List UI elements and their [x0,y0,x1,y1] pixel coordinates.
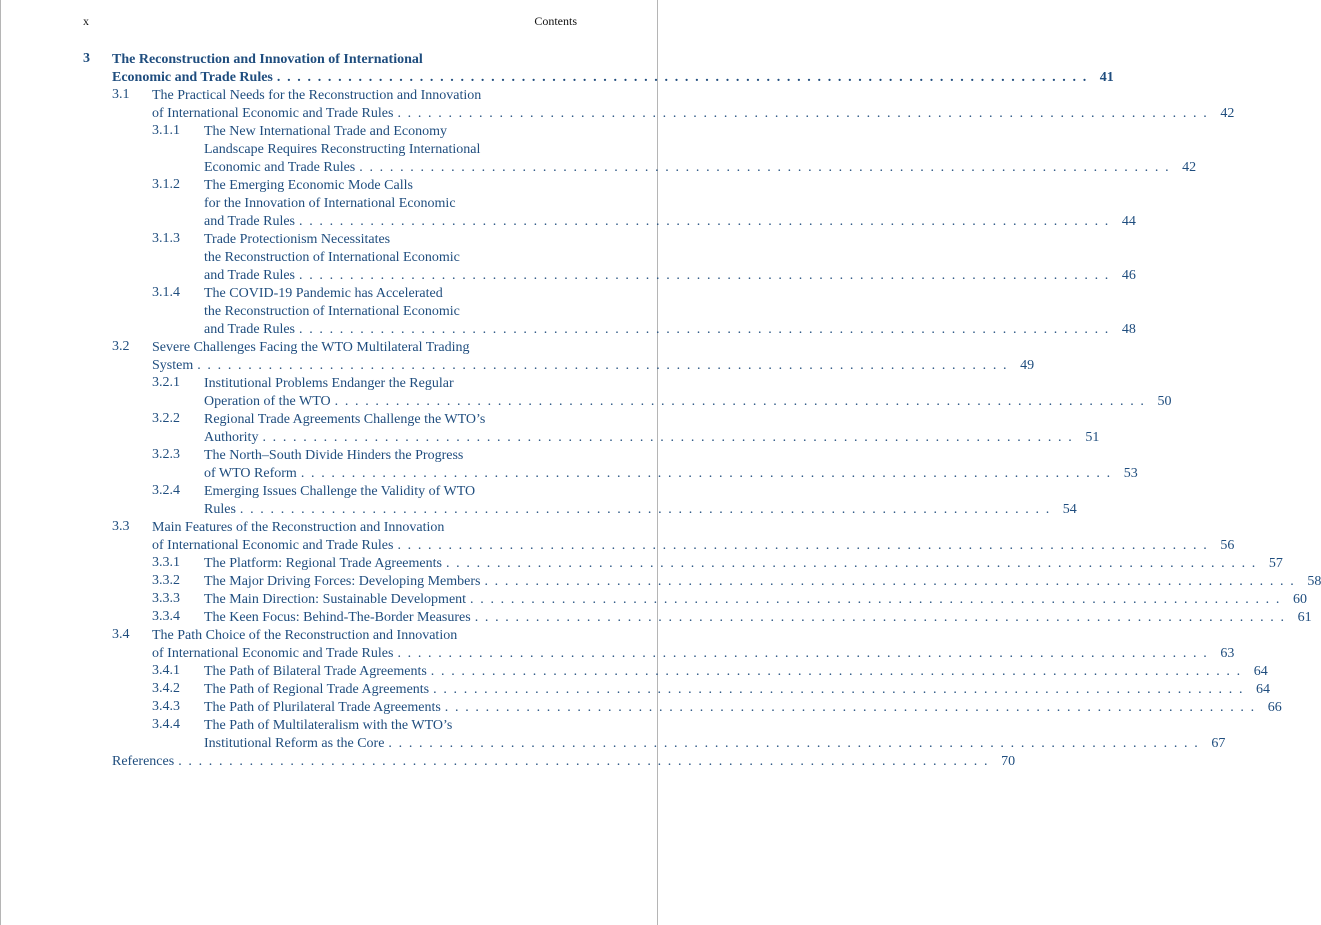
running-header: Contents [534,14,577,28]
toc-entry-title-line: Operation of the WTO [204,394,331,409]
dot-leader: . . . . . . . . . . . . . . . . . . . . . . . . . . . . . . . . . . . . . . . . . . . . . . . . . . . . . . . . . . . . . . . . . . . . . . . . . . . . . . . . [484,574,1296,589]
toc-entry-title-line: The Path of Bilateral Trade Agreements [204,664,427,679]
toc-entry[interactable] [83,717,1226,753]
toc-entry[interactable] [83,519,1235,555]
toc-entry[interactable] [83,177,1136,231]
toc-page-number: 67 [1211,736,1226,751]
toc-page-number: 64 [1256,682,1271,697]
toc-page-number: 51 [1085,430,1100,445]
toc-entry-title-line: for the Innovation of International Economic [204,196,456,211]
toc-entry-title-line: The Reconstruction and Innovation of International [112,52,423,67]
toc-entry-title-line: Economic and Trade Rules [204,160,356,175]
toc-entry-title-line: the Reconstruction of International Economic [204,250,460,265]
toc-entry-number: 3.3.1 [152,555,180,570]
toc-page-number: 53 [1123,466,1138,481]
toc-entry-number: 3.4 [112,627,130,642]
toc-entry-title-line: Severe Challenges Facing the WTO Multilateral Trading [152,340,470,355]
dot-leader: . . . . . . . . . . . . . . . . . . . . . . . . . . . . . . . . . . . . . . . . . . . . . . . . . . . . . . . . . . . . . . . . . . . . . . . . . . . . . . . . [444,700,1256,715]
toc-entry-title-line: Main Features of the Reconstruction and Innovation [152,520,445,535]
toc-entry-title-line: Rules [204,502,236,517]
toc-entry-title-line: Institutional Problems Endanger the Regular [204,376,454,391]
toc-page-number: 70 [1001,754,1016,769]
toc-entry-number: 3.1.4 [152,285,180,300]
toc-entry-title-line: Regional Trade Agreements Challenge the WTO’s [204,412,486,427]
toc-entry[interactable] [83,663,1268,681]
toc-entry[interactable] [83,87,1235,123]
toc-entry[interactable] [83,411,1100,447]
toc-entry[interactable] [83,447,1138,483]
toc-entry-number: 3.2.3 [152,447,180,462]
toc-entry-number: 3.2.1 [152,375,180,390]
dot-leader: . . . . . . . . . . . . . . . . . . . . . . . . . . . . . . . . . . . . . . . . . . . . . . . . . . . . . . . . . . . . . . . . . . . . . . . . . . . . . . . . [239,502,1051,517]
toc-page-number: 56 [1220,538,1235,553]
toc-entry[interactable] [83,753,1016,771]
toc-entry-title-line: The Major Driving Forces: Developing Members [204,574,481,589]
toc-entry-number: 3.2.4 [152,483,180,498]
toc-entry-title-line: Landscape Requires Reconstructing International [204,142,481,157]
dot-leader: . . . . . . . . . . . . . . . . . . . . . . . . . . . . . . . . . . . . . . . . . . . . . . . . . . . . . . . . . . . . . . . . . . . . . . . . . . . . . . . . [299,268,1110,283]
toc-entry[interactable] [83,375,1172,411]
toc-page-number: 60 [1292,592,1307,607]
toc-entry-number: 3.3.4 [152,609,180,624]
toc-page-number: 42 [1182,160,1197,175]
toc-page-number: 54 [1062,502,1077,517]
dot-leader: . . . . . . . . . . . . . . . . . . . . . . . . . . . . . . . . . . . . . . . . . . . . . . . . . . . . . . . . . . . . . . . . . . . . . . . . . . . . . . . . [445,556,1257,571]
toc-entry-title-line: and Trade Rules [204,268,295,283]
toc-entry-number: 3.1.1 [152,123,180,138]
toc-entry[interactable] [83,285,1136,339]
toc-entry-title-line: Trade Protectionism Necessitates [204,232,391,247]
toc-entry[interactable] [83,591,1307,609]
toc-entry-title-line: and Trade Rules [204,322,295,337]
dot-leader: . . . . . . . . . . . . . . . . . . . . . . . . . . . . . . . . . . . . . . . . . . . . . . . . . . . . . . . . . . . . . . . . . . . . . . . . . . . . . . . . [276,70,1088,85]
dot-leader: . . . . . . . . . . . . . . . . . . . . . . . . . . . . . . . . . . . . . . . . . . . . . . . . . . . . . . . . . . . . . . . . . . . . . . . . . . . . . . . . [388,736,1200,751]
dot-leader: . . . . . . . . . . . . . . . . . . . . . . . . . . . . . . . . . . . . . . . . . . . . . . . . . . . . . . . . . . . . . . . . . . . . . . . . . . . . . . . . [299,322,1110,337]
dot-leader: . . . . . . . . . . . . . . . . . . . . . . . . . . . . . . . . . . . . . . . . . . . . . . . . . . . . . . . . . . . . . . . . . . . . . . . . . . . . . . . . [334,394,1146,409]
dot-leader: . . . . . . . . . . . . . . . . . . . . . . . . . . . . . . . . . . . . . . . . . . . . . . . . . . . . . . . . . . . . . . . . . . . . . . . . . . . . . . . . [197,358,1009,373]
toc-page-number: 63 [1220,646,1235,661]
toc-entry[interactable] [83,231,1136,285]
toc-entry-number: 3.3.2 [152,573,180,588]
toc-entry-title-line: The Path of Multilateralism with the WTO’s [204,718,453,733]
toc-entry-title-line: of International Economic and Trade Rules [152,646,394,661]
toc-entry-title-line: The Path Choice of the Reconstruction and Innovation [152,628,458,643]
toc-entry-title-line: The Path of Plurilateral Trade Agreements [204,700,441,715]
toc-entry-number: 3.2 [112,339,130,354]
toc-entry[interactable] [83,123,1197,177]
dot-leader: . . . . . . . . . . . . . . . . . . . . . . . . . . . . . . . . . . . . . . . . . . . . . . . . . . . . . . . . . . . . . . . . . . . . . . . . . . . . . . . . [397,106,1209,121]
toc-entry[interactable] [83,51,1114,87]
toc-entry[interactable] [83,339,1035,375]
dot-leader: . . . . . . . . . . . . . . . . . . . . . . . . . . . . . . . . . . . . . . . . . . . . . . . . . . . . . . . . . . . . . . . . . . . . . . . . . . . . . . . . [433,682,1245,697]
toc-entry-title-line: References [112,754,175,769]
toc-entry[interactable] [83,627,1235,663]
toc-page-number: 48 [1121,322,1136,337]
toc-entry-number: 3 [83,51,90,66]
toc-entry-number: 3.2.2 [152,411,180,426]
toc-page-number: 58 [1307,574,1321,589]
toc-entry[interactable] [83,681,1271,699]
toc-page-number: 42 [1220,106,1235,121]
toc-entry-title-line: Institutional Reform as the Core [204,736,385,751]
toc-page-number: 50 [1157,394,1172,409]
toc-page-number: 49 [1020,358,1035,373]
dot-leader: . . . . . . . . . . . . . . . . . . . . . . . . . . . . . . . . . . . . . . . . . . . . . . . . . . . . . . . . . . . . . . . . . . . . . . . . . . . . . . . . [470,592,1281,607]
toc-entry-title-line: The Keen Focus: Behind-The-Border Measures [204,610,471,625]
page-number-roman: x [83,14,89,28]
toc-entry-number: 3.1.3 [152,231,180,246]
dot-leader: . . . . . . . . . . . . . . . . . . . . . . . . . . . . . . . . . . . . . . . . . . . . . . . . . . . . . . . . . . . . . . . . . . . . . . . . . . . . . . . . [359,160,1171,175]
toc-page-number: 57 [1268,556,1283,571]
dot-leader: . . . . . . . . . . . . . . . . . . . . . . . . . . . . . . . . . . . . . . . . . . . . . . . . . . . . . . . . . . . . . . . . . . . . . . . . . . . . . . . . [397,646,1209,661]
toc-entry-title-line: The Emerging Economic Mode Calls [204,178,413,193]
toc-entry-title-line: the Reconstruction of International Economic [204,304,460,319]
dot-leader: . . . . . . . . . . . . . . . . . . . . . . . . . . . . . . . . . . . . . . . . . . . . . . . . . . . . . . . . . . . . . . . . . . . . . . . . . . . . . . . . [397,538,1209,553]
toc-entry-title-line: The Main Direction: Sustainable Development [204,592,467,607]
toc-entry-number: 3.1 [112,87,130,102]
toc-entry[interactable] [83,483,1077,519]
toc-entry-title-line: The Path of Regional Trade Agreements [204,682,430,697]
toc-entry-title-line: Economic and Trade Rules [112,70,273,85]
toc-entry-title-line: System [152,358,194,373]
dot-leader: . . . . . . . . . . . . . . . . . . . . . . . . . . . . . . . . . . . . . . . . . . . . . . . . . . . . . . . . . . . . . . . . . . . . . . . . . . . . . . . . [474,610,1286,625]
toc-entry-title-line: The COVID-19 Pandemic has Accelerated [204,286,443,301]
toc-entry[interactable] [83,573,1321,591]
toc-entry-title-line: of International Economic and Trade Rules [152,538,394,553]
toc-entry-number: 3.1.2 [152,177,180,192]
dot-leader: . . . . . . . . . . . . . . . . . . . . . . . . . . . . . . . . . . . . . . . . . . . . . . . . . . . . . . . . . . . . . . . . . . . . . . . . . . . . . . . . [430,664,1242,679]
toc-entry[interactable] [83,609,1312,627]
dot-leader: . . . . . . . . . . . . . . . . . . . . . . . . . . . . . . . . . . . . . . . . . . . . . . . . . . . . . . . . . . . . . . . . . . . . . . . . . . . . . . . . [178,754,990,769]
toc-entry-title-line: of WTO Reform [204,466,297,481]
toc-page-number: 41 [1099,70,1114,85]
table-of-contents [1,51,1321,771]
toc-entry-title-line: The New International Trade and Economy [204,124,447,139]
toc-entry-title-line: Emerging Issues Challenge the Validity of WTO [204,484,476,499]
toc-entry-title-line: The Platform: Regional Trade Agreements [204,556,442,571]
toc-page-number: 61 [1297,610,1312,625]
toc-entry-title-line: of International Economic and Trade Rules [152,106,394,121]
toc-entry[interactable] [83,555,1283,573]
toc-entry-title-line: The Practical Needs for the Reconstruction and Innovation [152,88,482,103]
toc-entry-title-line: The North–South Divide Hinders the Progress [204,448,464,463]
toc-entry-title-line: Authority [204,430,259,445]
dot-leader: . . . . . . . . . . . . . . . . . . . . . . . . . . . . . . . . . . . . . . . . . . . . . . . . . . . . . . . . . . . . . . . . . . . . . . . . . . . . . . . . [262,430,1074,445]
toc-entry-number: 3.4.1 [152,663,180,678]
toc-entry[interactable] [83,699,1282,717]
toc-entry-title-line: and Trade Rules [204,214,295,229]
dot-leader: . . . . . . . . . . . . . . . . . . . . . . . . . . . . . . . . . . . . . . . . . . . . . . . . . . . . . . . . . . . . . . . . . . . . . . . . . . . . . . . . [299,214,1110,229]
toc-page-number: 46 [1121,268,1136,283]
toc-page-number: 66 [1267,700,1282,715]
toc-entry-number: 3.4.3 [152,699,180,714]
toc-entry-number: 3.3 [112,519,130,534]
toc-entry-number: 3.3.3 [152,591,180,606]
toc-page-number: 44 [1121,214,1136,229]
toc-entry-number: 3.4.2 [152,681,180,696]
toc-entry-number: 3.4.4 [152,717,180,732]
toc-page-number: 64 [1253,664,1268,679]
dot-leader: . . . . . . . . . . . . . . . . . . . . . . . . . . . . . . . . . . . . . . . . . . . . . . . . . . . . . . . . . . . . . . . . . . . . . . . . . . . . . . . . [300,466,1112,481]
